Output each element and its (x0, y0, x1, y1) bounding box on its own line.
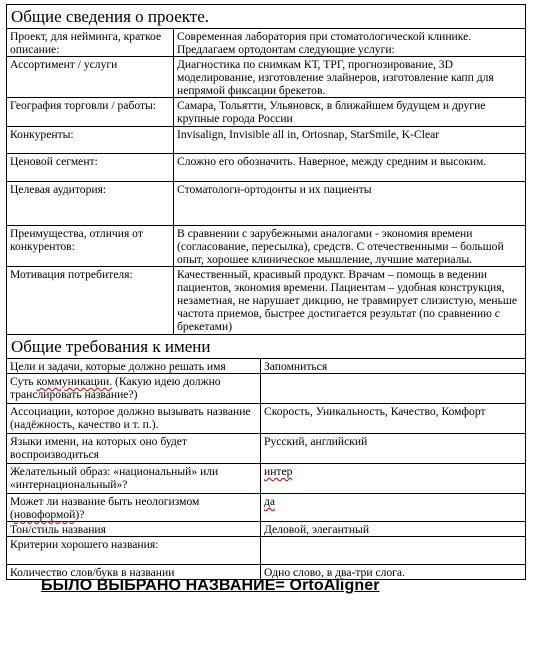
row-label-price-segment: Ценовой сегмент: (7, 154, 174, 182)
row-value-motivation: Качественный, красивый продукт. Врачам – помощь в ведении пациентов, экономия времени. Пациентам – удобная конструкция, незаметная, не нарушает дикцию, не травмирует слизистую, меньше частота приемов, быстрее достигается результат (по сравнению с брекетами) (174, 267, 526, 335)
req-label-neologism: Может ли название быть неологизмом (новоформой)? (7, 494, 261, 522)
row-label-geography: География торговли / работы: (7, 98, 174, 127)
row-label-competitors: Конкуренты: (7, 127, 174, 154)
req-value-tone: Деловой, элегантный (261, 522, 526, 537)
neologism-value-text: да (264, 495, 276, 508)
req-value-word-count: Одно слово, в два-три слога. (261, 565, 526, 580)
project-info-table (6, 4, 526, 359)
row-value-competitors: Invisalign, Invisible all in, Ortosnap, StarSmile, K-Clear (174, 127, 526, 154)
req-value-languages: Русский, английский (261, 434, 526, 464)
chosen-name-caption: БЫЛО ВЫБРАНО НАЗВАНИЕ= OrtoAligner (41, 577, 380, 594)
req-label-goals: Цели и задачи, которые должно решать имя (7, 359, 261, 374)
req-value-criteria (261, 537, 526, 565)
row-label-target-audience: Целевая аудитория: (7, 182, 174, 226)
req-value-associations: Скорость, Уникальность, Качество, Комфорт (261, 404, 526, 434)
req-value-communication (261, 374, 526, 404)
req-value-goals: Запомниться (261, 359, 526, 374)
spell-mark: новоформой (13, 508, 76, 521)
row-value-target-audience: Стоматологи-ортодонты и их пациенты (174, 182, 526, 226)
req-label-tone: Тон/стиль названия (7, 522, 261, 537)
row-label-assortment: Ассортимент / услуги (7, 57, 174, 98)
image-value-text: интер (264, 465, 293, 478)
project-brief-document (6, 4, 525, 580)
row-value-assortment: Диагностика по снимкам КТ, ТРГ, прогнозирование, 3D моделирование, изготовление элайнеров, изготовление капп для непрямой фиксации брекетов. (174, 57, 526, 98)
req-label-criteria: Критерии хорошего названия: (7, 537, 261, 565)
row-value-advantages: В сравнении с зарубежными аналогами - экономия времени (согласование, пересылка), средств. С отечественными – большой опыт, хорошее клиническое мышление, лучшие материалы. (174, 226, 526, 267)
req-label-languages: Языки имени, на которых оно будет воспроизводиться (7, 434, 261, 464)
spell-mark: коммуникации. (36, 375, 113, 388)
req-label-associations: Ассоциации, которое должно вызывать название (надёжность, качество и т. п.). (7, 404, 261, 434)
row-label-project: Проект, для нейминга, краткое описание: (7, 29, 174, 57)
section-title-project-info: Общие сведения о проекте. (7, 5, 526, 29)
row-label-advantages: Преимущества, отличия от конкурентов: (7, 226, 174, 267)
row-value-geography: Самара, Тольятти, Ульяновск, в ближайшем будущем и другие крупные города России (174, 98, 526, 127)
row-label-motivation: Мотивация потребителя: (7, 267, 174, 335)
req-value-neologism (261, 494, 526, 522)
req-label-communication: Суть коммуникации. (Какую идею должно транслировать название?) (7, 374, 261, 404)
section-title-name-requirements: Общие требования к имени (7, 335, 526, 359)
row-value-price-segment: Сложно его обозначить. Наверное, между средним и высоким. (174, 154, 526, 182)
req-label-image: Желательный образ: «национальный» или «интернациональный»? (7, 464, 261, 494)
req-value-image (261, 464, 526, 494)
req-label-word-count: Количество слов/букв в названии (7, 565, 261, 580)
name-requirements-table (6, 358, 526, 580)
row-value-project: Современная лаборатория при стоматологической клинике. Предлагаем ортодонтам следующие услуги: (174, 29, 526, 57)
